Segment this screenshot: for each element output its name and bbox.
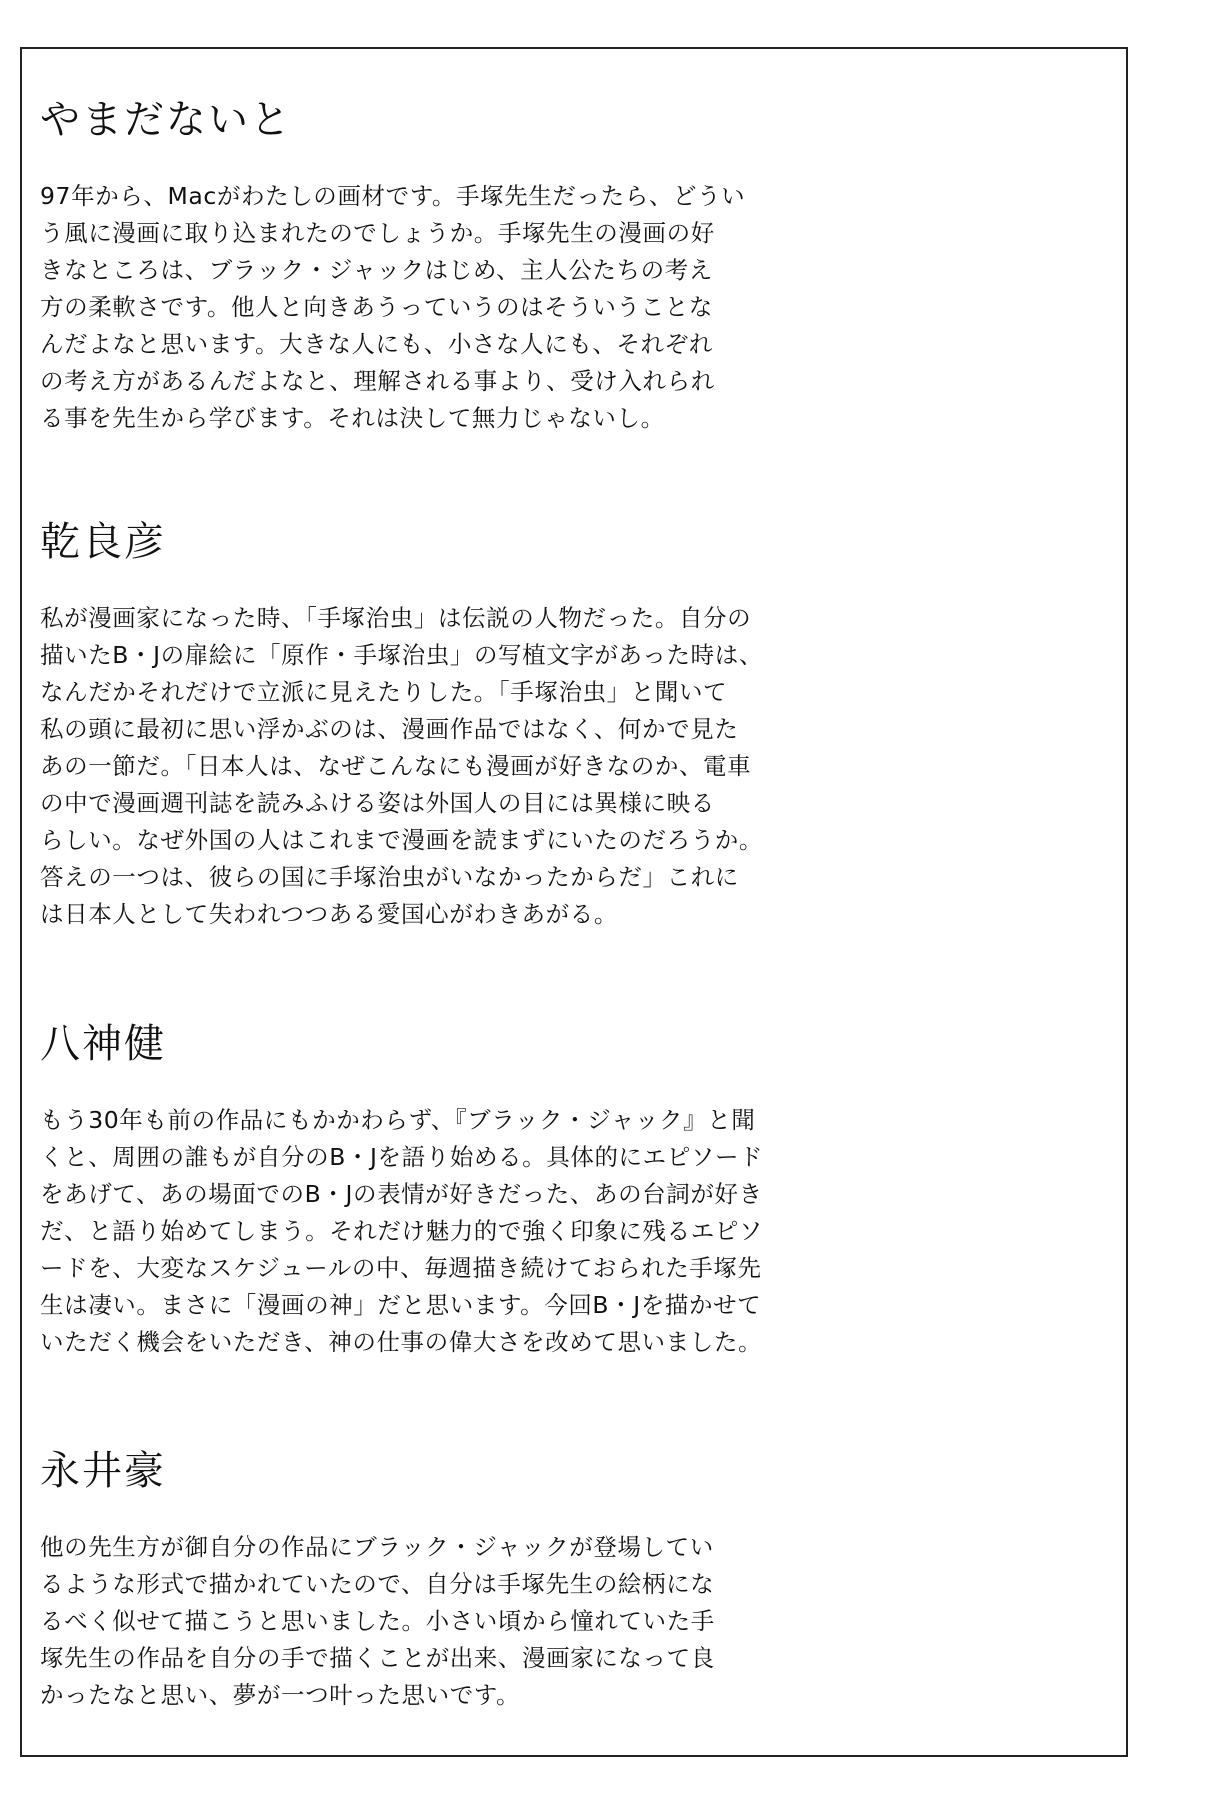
author-section-yamada-naito [40, 96, 800, 437]
author-section-inui-yoshihiko [40, 518, 800, 933]
text-line: んだよなと思います。大きな人にも、小さな人にも、それぞれ [40, 330, 713, 358]
text-line: なんだかそれだけで立派に見えたりした。「手塚治虫」と聞いて [40, 678, 728, 706]
text-line: だ、と語り始めてしまう。それだけ魅力的で強く印象に残るエピソ [40, 1217, 763, 1245]
text-line: らしい。なぜ外国の人はこれまで漫画を読まずにいたのだろうか。 [40, 826, 763, 854]
author-name: 永井豪 [40, 1448, 166, 1494]
author-name: 乾良彦 [40, 519, 166, 565]
text-line: の中で漫画週刊誌を読みふける姿は外国人の目には異様に映る [40, 789, 715, 817]
text-line: るような形式で描かれていたので、自分は手塚先生の絵柄にな [40, 1570, 715, 1598]
author-name: 八神健 [40, 1021, 166, 1067]
text-line: 私の頭に最初に思い浮かぶのは、漫画作品ではなく、何かで見た [40, 715, 739, 743]
comment-text [40, 1102, 800, 1361]
text-line: ードを、大変なスケジュールの中、毎週描き続けておられた手塚先 [40, 1254, 762, 1282]
text-line: かったなと思い、夢が一つ叶った思いです。 [40, 1681, 521, 1709]
text-line: は日本人として失われつつある愛国心がわきあがる。 [40, 900, 618, 928]
text-line: 描いたB・Jの扉絵に「原作・手塚治虫」の写植文字があった時は、 [40, 641, 763, 669]
author-section-yagami-ken [40, 1020, 800, 1361]
comment-text [40, 600, 800, 933]
text-line: 私が漫画家になった時、「手塚治虫」は伝説の人物だった。自分の [40, 604, 752, 632]
text-line: るべく似せて描こうと思いました。小さい頃から憧れていた手 [40, 1607, 715, 1635]
author-section-nagai-go [40, 1447, 800, 1714]
text-line: 答えの一つは、彼らの国に手塚治虫がいなかったからだ」これに [40, 863, 739, 891]
text-line: 塚先生の作品を自分の手で描くことが出来、漫画家になって良 [40, 1644, 715, 1672]
text-line: 他の先生方が御自分の作品にブラック・ジャックが登場してい [40, 1533, 714, 1561]
text-line: をあげて、あの場面でのB・Jの表情が好きだった、あの台詞が好き [40, 1180, 763, 1208]
text-line: あの一節だ。「日本人は、なぜこんなにも漫画が好きなのか、電車 [40, 752, 752, 780]
text-line: くと、周囲の誰もが自分のB・Jを語り始める。具体的にエピソード [40, 1143, 764, 1171]
text-line: る事を先生から学びます。それは決して無力じゃないし。 [40, 404, 665, 432]
text-line: いただく機会をいただき、神の仕事の偉大さを改めて思いました。 [40, 1328, 763, 1356]
text-line: もう30年も前の作品にもかかわらず、『ブラック・ジャック』と聞 [40, 1106, 756, 1134]
text-line: 方の柔軟さです。他人と向きあうっていうのはそういうことな [40, 293, 713, 321]
text-line: う風に漫画に取り込まれたのでしょうか。手塚先生の漫画の好 [40, 219, 715, 247]
text-line: きなところは、ブラック・ジャックはじめ、主人公たちの考え [40, 256, 713, 284]
text-line: 97年から、Macがわたしの画材です。手塚先生だったら、どうい [40, 182, 746, 210]
comment-text [40, 178, 800, 437]
text-line: 生は凄い。まさに「漫画の神」だと思います。今回B・Jを描かせて [40, 1291, 762, 1319]
author-name: やまだないと [40, 97, 292, 143]
text-line: の考え方があるんだよなと、理解される事より、受け入れられ [40, 367, 715, 395]
comment-text [40, 1529, 800, 1714]
